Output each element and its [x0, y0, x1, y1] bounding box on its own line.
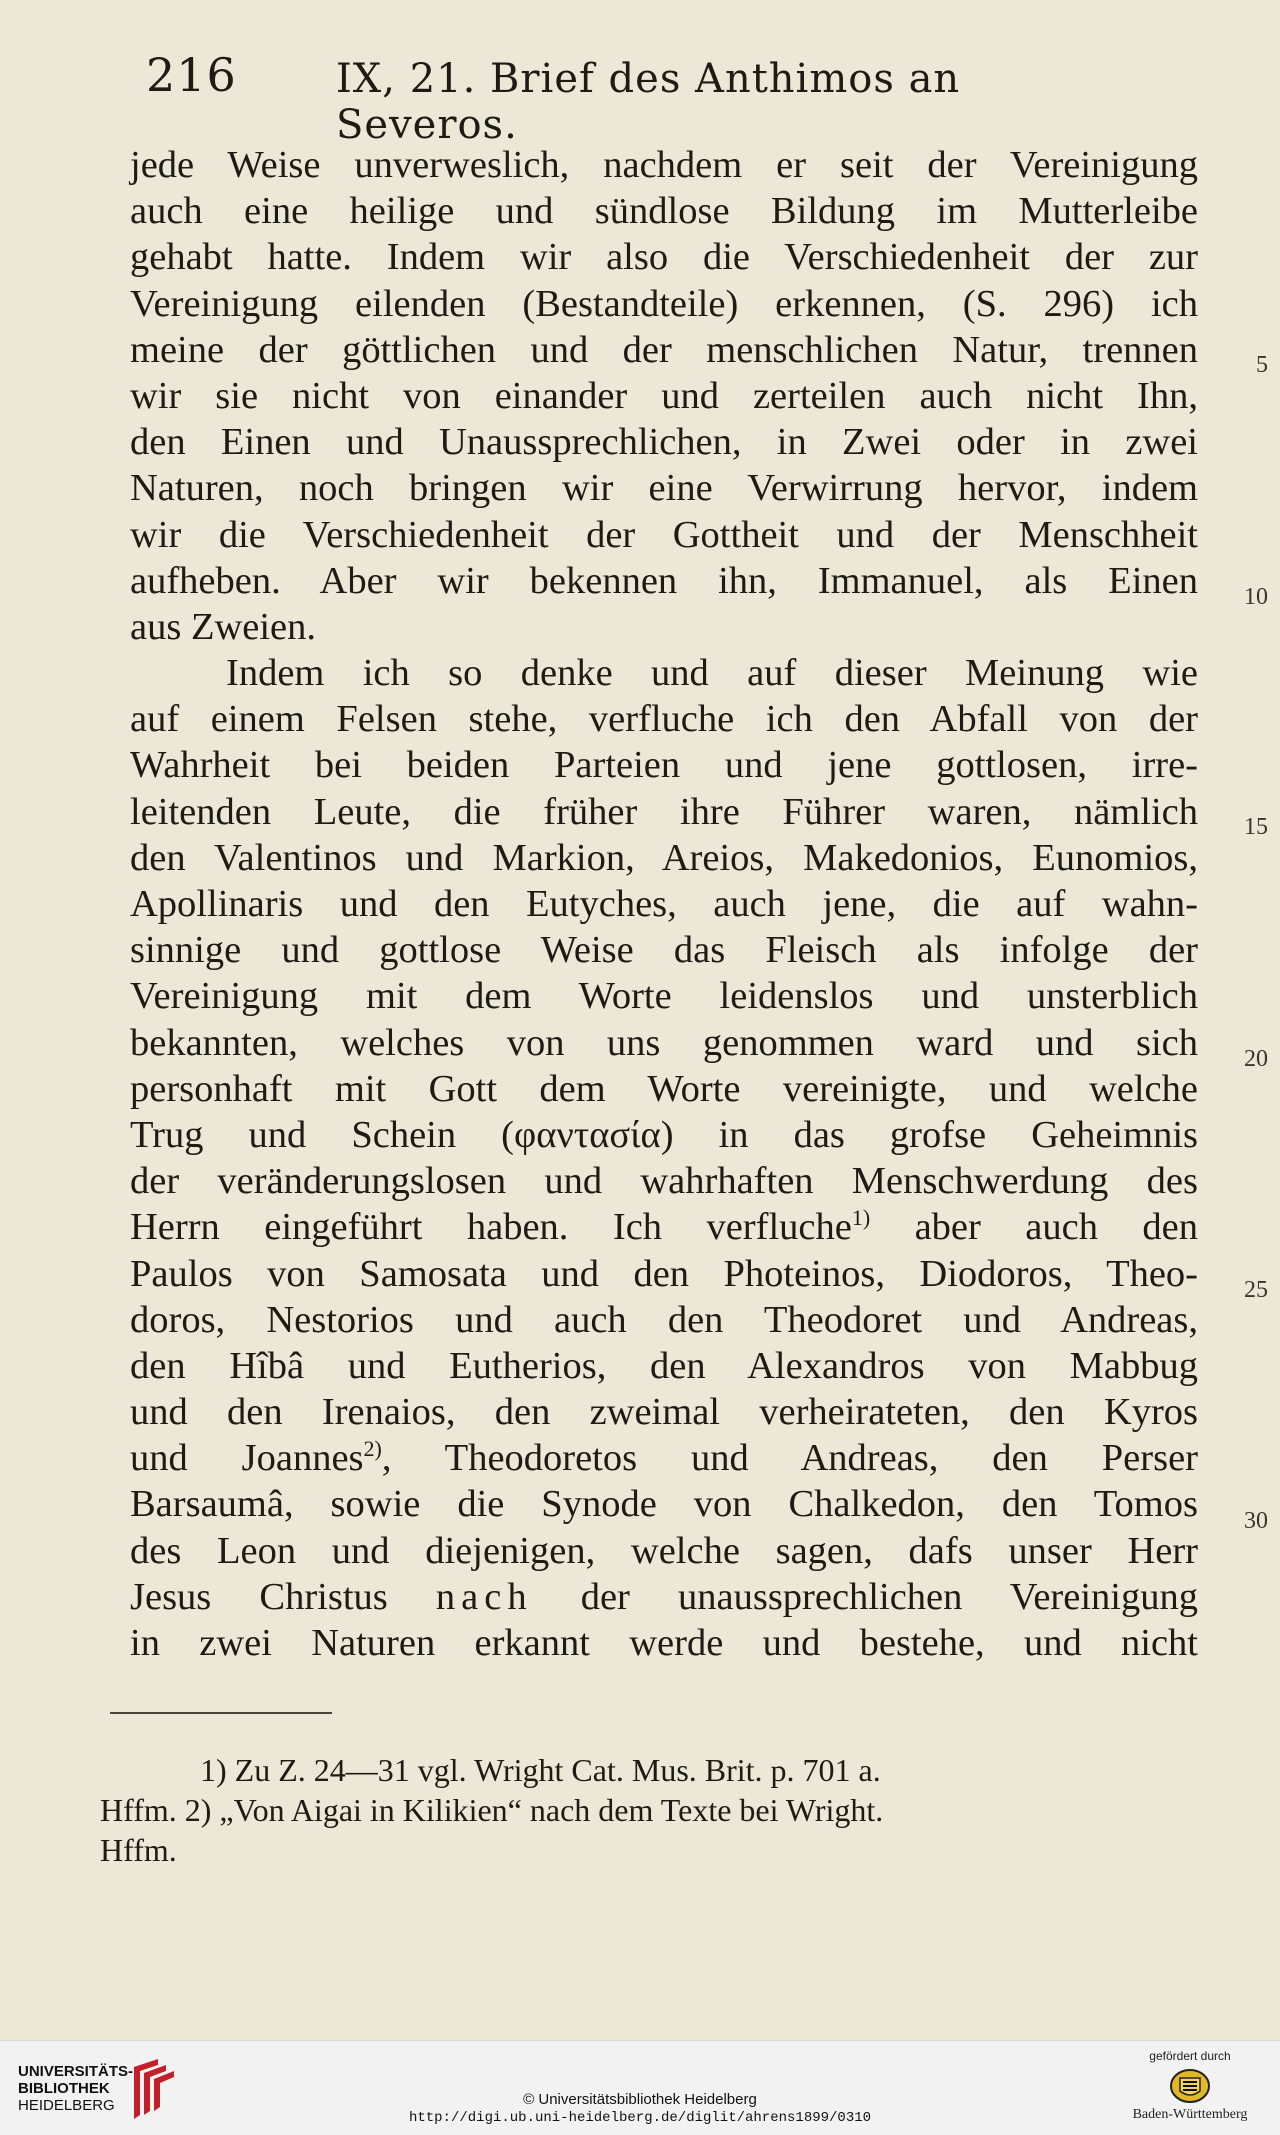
text-line: Trug und Schein (φαντασία) in das grofse Geheimnis: [130, 1113, 1198, 1156]
library-name-line: BIBLIOTHEK: [18, 2080, 110, 2097]
text-line: [130, 1204, 1198, 1250]
copyright-text: © Universitätsbibliothek Heidelberg: [523, 2091, 757, 2108]
text-line: aufheben. Aber wir bekennen ihn, Immanuel, als Einen: [130, 559, 1198, 602]
text-line: Wahrheit bei beiden Parteien und jene gottlosen, irre-: [130, 744, 1198, 787]
line-number: 5: [1256, 352, 1268, 378]
text-line: Vereinigung eilenden (Bestandteile) erkennen, (S. 296) ich: [130, 282, 1198, 325]
line-number: 15: [1244, 814, 1268, 840]
text-line: Naturen, noch bringen wir eine Verwirrung hervor, indem: [130, 467, 1198, 510]
text-line: jede Weise unverweslich, nachdem er seit der Vereinigung: [130, 144, 1198, 186]
library-name-line: UNIVERSITÄTS-: [18, 2063, 134, 2080]
footnotes: [100, 1750, 1180, 1870]
sponsor-label: gefördert durch: [1149, 2049, 1231, 2063]
text-segment: aber auch den: [870, 1206, 1198, 1249]
text-line: meine der göttlichen und der menschlichen Natur, trennen: [130, 328, 1198, 371]
text-line: auf einem Felsen stehe, verfluche ich den Abfall von der: [130, 698, 1198, 741]
text-line: den Einen und Unaussprechlichen, in Zwei oder in zwei: [130, 421, 1198, 464]
viewer-footer: [0, 2040, 1280, 2135]
text-line: sinnige und gottlose Weise das Fleisch als infolge der: [130, 929, 1198, 972]
footnote-line: 1) Zu Z. 24—31 vgl. Wright Cat. Mus. Brit. p. 701 a.: [200, 1752, 881, 1788]
text-line: auch eine heilige und sündlose Bildung im Mutterleibe: [130, 190, 1198, 233]
page-header: [140, 48, 1040, 148]
library-name-line: HEIDELBERG: [18, 2097, 115, 2114]
text-line: Vereinigung mit dem Worte leidenslos und unsterblich: [130, 975, 1198, 1018]
text-line: personhaft mit Gott dem Worte vereinigte, und welche: [130, 1067, 1198, 1110]
footnote-line: Hffm. 2) „Von Aigai in Kilikien“ nach dem Texte bei Wright.: [100, 1792, 884, 1828]
text-segment: , Theodoretos und Andreas, den Perser: [381, 1437, 1198, 1480]
line-number: 20: [1244, 1046, 1268, 1072]
spaced-emphasis: nach: [435, 1575, 533, 1618]
text-line: wir sie nicht von einander und zerteilen auch nicht Ihn,: [130, 374, 1198, 417]
text-segment: und Joannes: [130, 1437, 364, 1480]
copyright-block: [0, 2091, 1280, 2127]
coat-of-arms-icon: [1170, 2069, 1210, 2103]
text-line: den Valentinos und Markion, Areios, Makedonios, Eunomios,: [130, 836, 1198, 879]
footnote-marker-2: 2): [363, 1436, 382, 1462]
text-line: und den Irenaios, den zweimal verheirateten, den Kyros: [130, 1391, 1198, 1434]
footnote-rule: [110, 1712, 332, 1714]
text-line: doros, Nestorios und auch den Theodoret und Andreas,: [130, 1298, 1198, 1341]
running-title: IX, 21. Brief des Anthimos an Severos.: [336, 56, 961, 148]
text-line: Apollinaris und den Eutyches, auch jene, die auf wahn-: [130, 883, 1198, 925]
line-number: 30: [1244, 1508, 1268, 1534]
text-line: [130, 1435, 1198, 1481]
body-text: [130, 142, 1198, 1666]
footnote-line: Hffm.: [100, 1832, 177, 1868]
text-line: des Leon und diejenigen, welche sagen, dafs unser Herr: [130, 1529, 1198, 1572]
text-line: Jesus Christus nach der unaussprechlichen Vereinigung: [130, 1575, 1198, 1618]
text-line: leitenden Leute, die früher ihre Führer waren, nämlich: [130, 790, 1198, 833]
text-line: Barsaumâ, sowie die Synode von Chalkedon, den Tomos: [130, 1483, 1198, 1526]
footnote-marker-1: 1): [851, 1205, 871, 1231]
text-line: den Hîbâ und Eutherios, den Alexandros von Mabbug: [130, 1344, 1198, 1387]
permalink[interactable]: http://digi.ub.uni-heidelberg.de/diglit/ahrens1899/0310: [408, 2110, 872, 2126]
text-line: aus Zweien.: [130, 605, 317, 648]
page-number: 216: [146, 48, 237, 102]
text-line: in zwei Naturen erkannt werde und bestehe, und nicht: [130, 1622, 1198, 1664]
text-segment: Herrn eingeführt haben. Ich verfluche: [130, 1206, 852, 1249]
line-number: 10: [1244, 584, 1268, 610]
text-line: Indem ich so denke und auf dieser Meinung wie: [226, 652, 1198, 695]
line-number: 25: [1244, 1277, 1268, 1303]
text-line: gehabt hatte. Indem wir also die Verschiedenheit der zur: [130, 236, 1198, 279]
sponsor-block: [1120, 2049, 1260, 2123]
text-line: Paulos von Samosata und den Photeinos, Diodoros, Theo-: [130, 1252, 1198, 1295]
text-line: wir die Verschiedenheit der Gottheit und der Menschheit: [130, 513, 1198, 556]
text-line: bekannten, welches von uns genommen ward und sich: [130, 1021, 1198, 1064]
sponsor-name: Baden-Württemberg: [1132, 2107, 1248, 2122]
text-line: der veränderungslosen und wahrhaften Menschwerdung des: [130, 1160, 1198, 1203]
